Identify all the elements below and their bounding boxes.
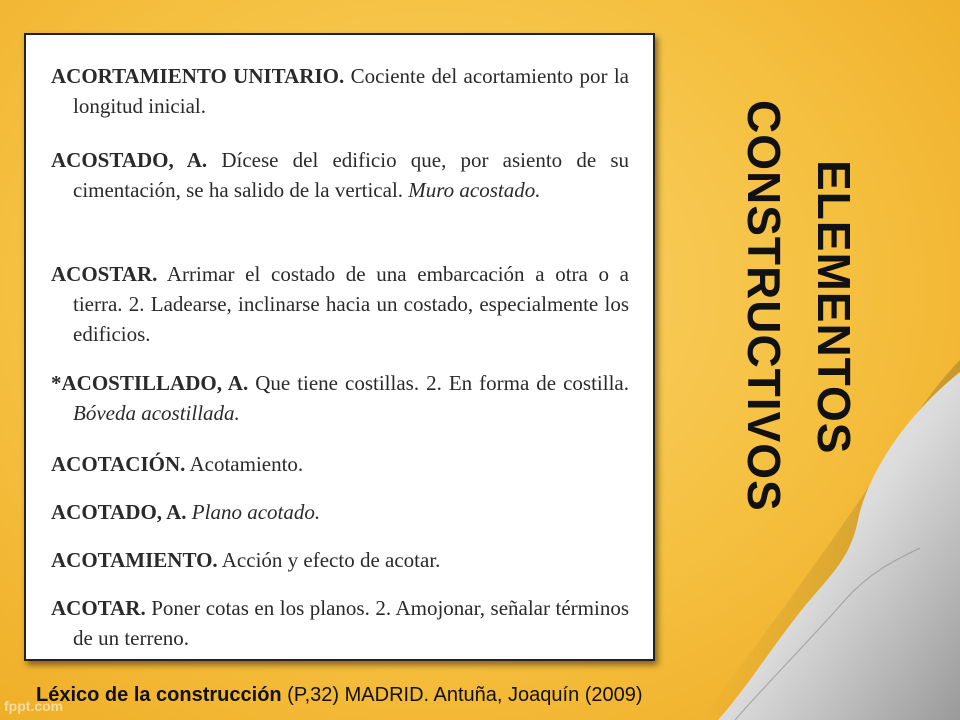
slide-title-line1: ELEMENTOS (808, 159, 860, 455)
entry-definition: Acción y efecto de acotar. (217, 548, 441, 572)
entry-definition: Poner cotas en los planos. 2. Amojonar, señalar términos de un terreno. (73, 596, 629, 650)
entry-headword: ACOSTADO, A. (51, 148, 208, 172)
slide-title-line2: CONSTRUCTIVOS (738, 100, 790, 512)
entry-example: Bóveda acostillada. (73, 401, 240, 425)
entry-definition: Que tiene costillas. 2. En forma de costilla. (248, 371, 629, 395)
entry-headword: ACOTACIÓN. (51, 452, 186, 476)
entry-definition: Dícese del edificio que, por asiento de su cimentación, se ha salido de la vertical. (73, 148, 629, 202)
entry-headword: *ACOSTILLADO, A. (51, 371, 249, 395)
entry-headword: ACORTAMIENTO UNITARIO. (51, 64, 345, 88)
entry-definition: Arrimar el costado de una embarcación a otra o a tierra. 2. Ladearse, inclinarse hacia un costado, especialmente los edificios. (73, 262, 629, 346)
entry-headword: ACOTADO, A. (51, 500, 187, 524)
entry-definition: Acotamiento. (185, 452, 304, 476)
entry-example: Plano acotado. (191, 500, 321, 524)
caption-book-title: Léxico de la construcción (36, 684, 282, 706)
entry-headword: ACOSTAR. (51, 262, 158, 286)
entry-definition: Cociente del acortamiento por la longitud inicial. (73, 64, 629, 118)
caption-reference: (P,32) MADRID. Antuña, Joaquín (2009) (281, 684, 643, 706)
entry-example: Muro acostado. (408, 178, 541, 202)
entry-headword: ACOTAMIENTO. (51, 548, 218, 572)
watermark-text: fppt.com (4, 698, 64, 714)
entry-headword: ACOTAR. (51, 596, 146, 620)
source-caption (36, 684, 776, 707)
